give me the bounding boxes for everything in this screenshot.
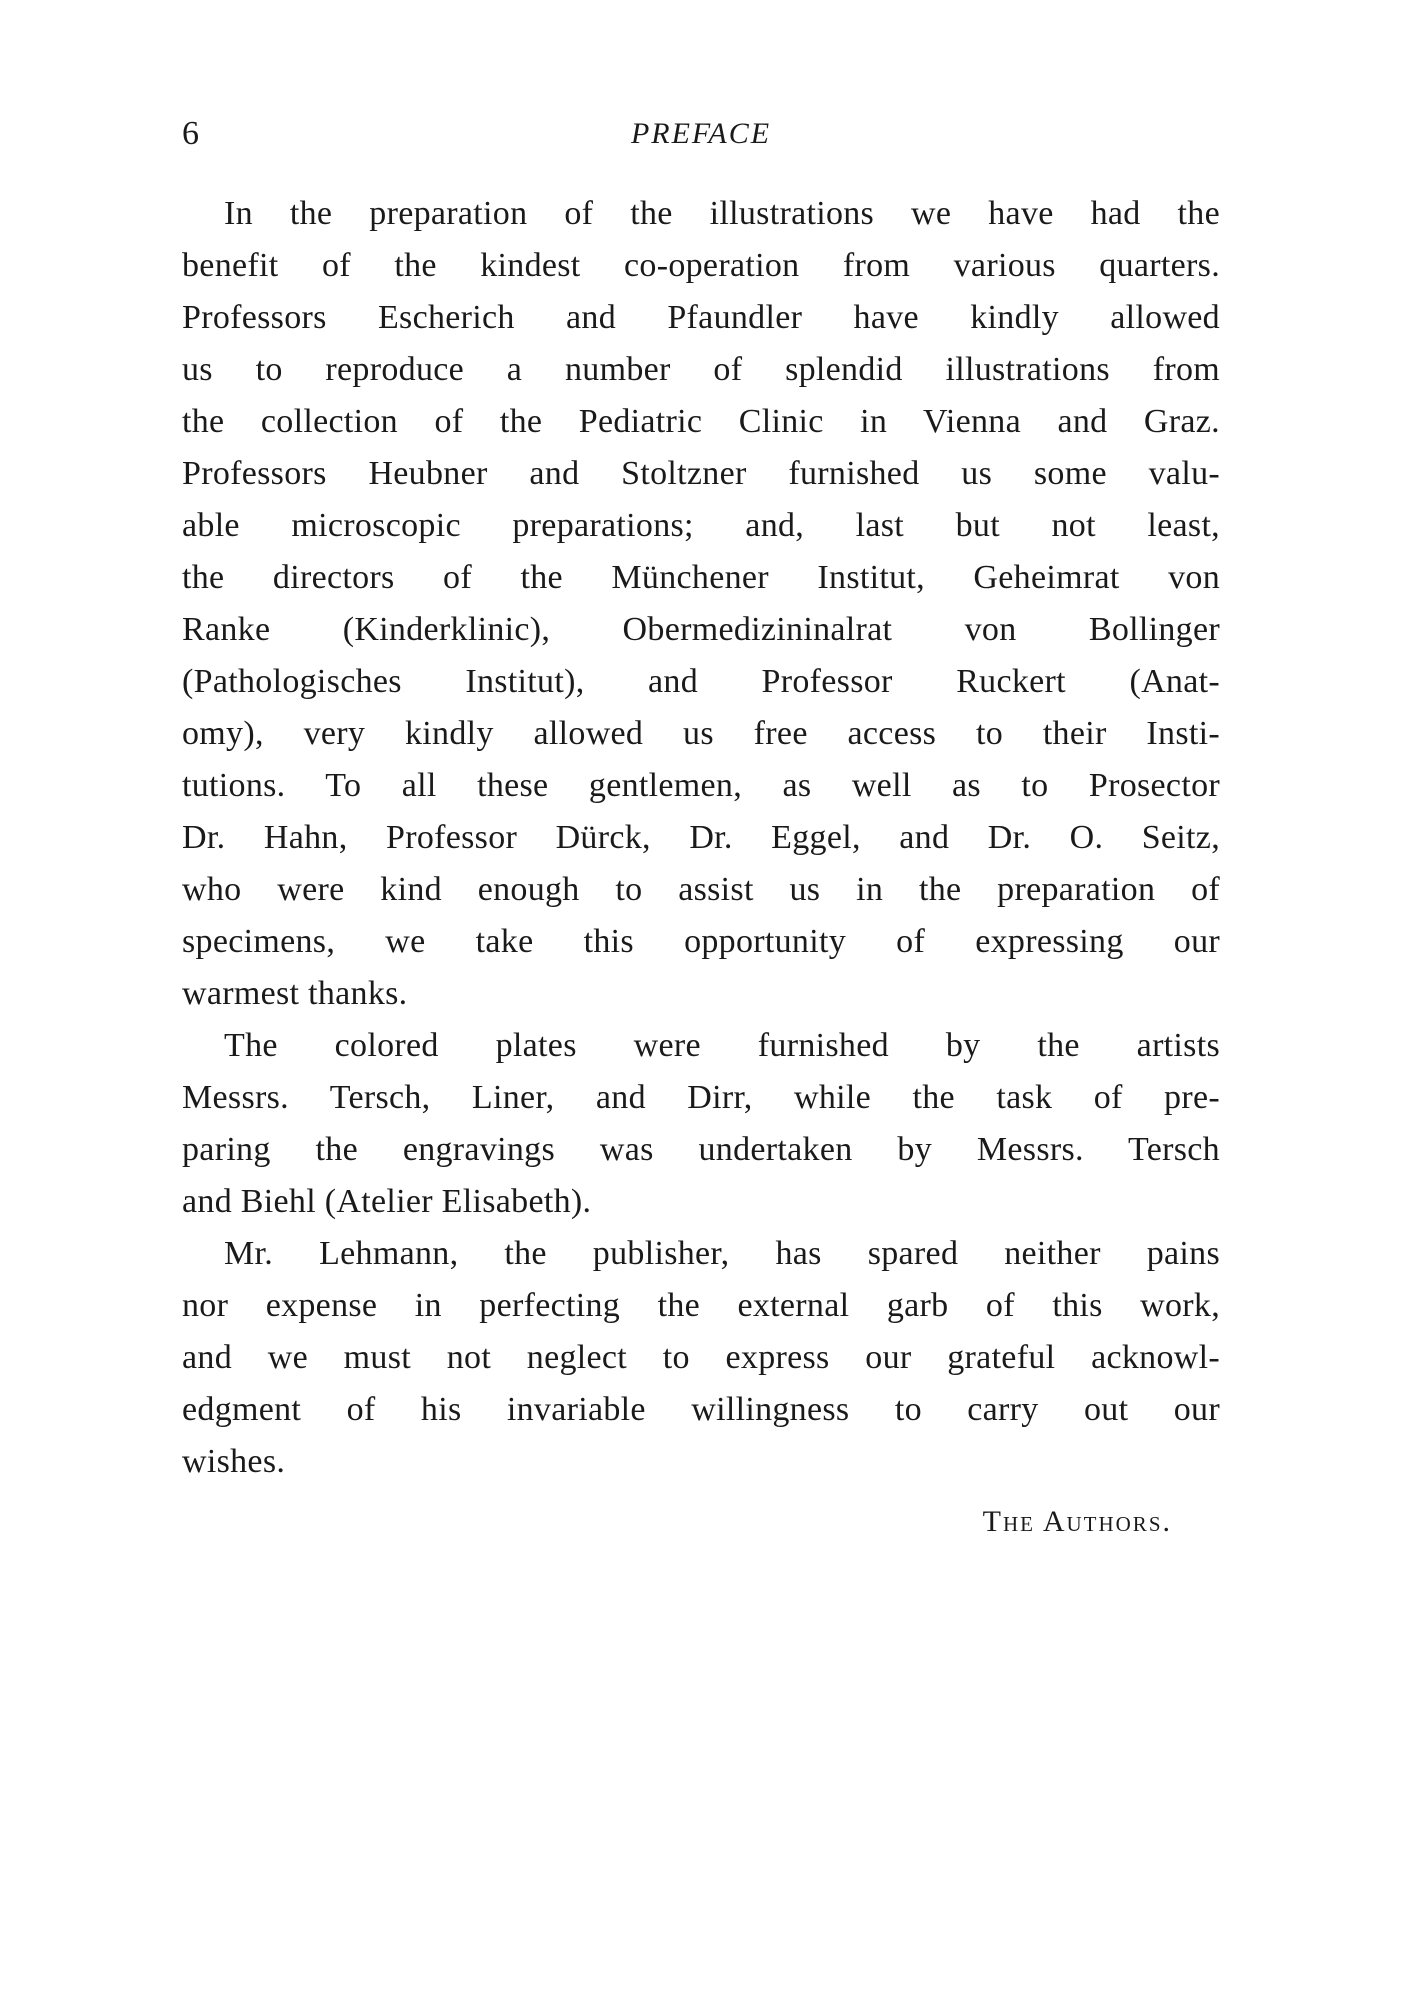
paragraph-3-line: Mr. Lehmann, the publisher, has spared neither pains (224, 1235, 1220, 1272)
running-head (182, 112, 1220, 156)
paragraph-1-line: Ranke (Kinderklinic), Obermedizininalrat von Bollinger (182, 611, 1220, 648)
paragraph-1-line: the directors of the Münchener Institut, Geheimrat von (182, 559, 1220, 596)
paragraph-1-line: Professors Escherich and Pfaundler have kindly allowed (182, 299, 1220, 336)
paragraph-1-line: able microscopic preparations; and, last but not least, (182, 507, 1220, 544)
paragraph-1-line: us to reproduce a number of splendid illustrations from (182, 351, 1220, 388)
paragraph-2-line: The colored plates were furnished by the artists (224, 1027, 1220, 1064)
paragraph-1-line: tutions. To all these gentlemen, as well as to Prosector (182, 767, 1220, 804)
paragraph-1-line: the collection of the Pediatric Clinic in Vienna and Graz. (182, 403, 1220, 440)
paragraph-1-line: specimens, we take this opportunity of expressing our (182, 923, 1220, 960)
paragraph-1-line: (Pathologisches Institut), and Professor Ruckert (Anat- (182, 663, 1220, 700)
paragraph-1-line: warmest thanks. (182, 975, 408, 1012)
paragraph-1-line: benefit of the kindest co-operation from various quarters. (182, 247, 1220, 284)
paragraph-2-line: and Biehl (Atelier Elisabeth). (182, 1183, 592, 1220)
paragraph-1-line: In the preparation of the illustrations we have had the (224, 195, 1220, 232)
page-number: 6 (182, 115, 199, 152)
signature: The Authors. (982, 1505, 1172, 1538)
paragraph-1-line: omy), very kindly allowed us free access to their Insti- (182, 715, 1220, 752)
paragraph-3-line: nor expense in perfecting the external garb of this work, (182, 1287, 1220, 1324)
preface-body (182, 188, 1220, 1488)
paragraph-1-line: Professors Heubner and Stoltzner furnished us some valu- (182, 455, 1220, 492)
paragraph-1-line: Dr. Hahn, Professor Dürck, Dr. Eggel, and Dr. O. Seitz, (182, 819, 1220, 856)
paragraph-3-line: edgment of his invariable willingness to carry out our (182, 1391, 1220, 1428)
paragraph-2-line: Messrs. Tersch, Liner, and Dirr, while the task of pre- (182, 1079, 1220, 1116)
section-title: PREFACE (630, 117, 772, 150)
paragraph-3-line: wishes. (182, 1443, 286, 1480)
paragraph-2-line: paring the engravings was undertaken by Messrs. Tersch (182, 1131, 1220, 1168)
paragraph-3-line: and we must not neglect to express our grateful acknowl- (182, 1339, 1220, 1376)
paragraph-1-line: who were kind enough to assist us in the preparation of (182, 871, 1220, 908)
